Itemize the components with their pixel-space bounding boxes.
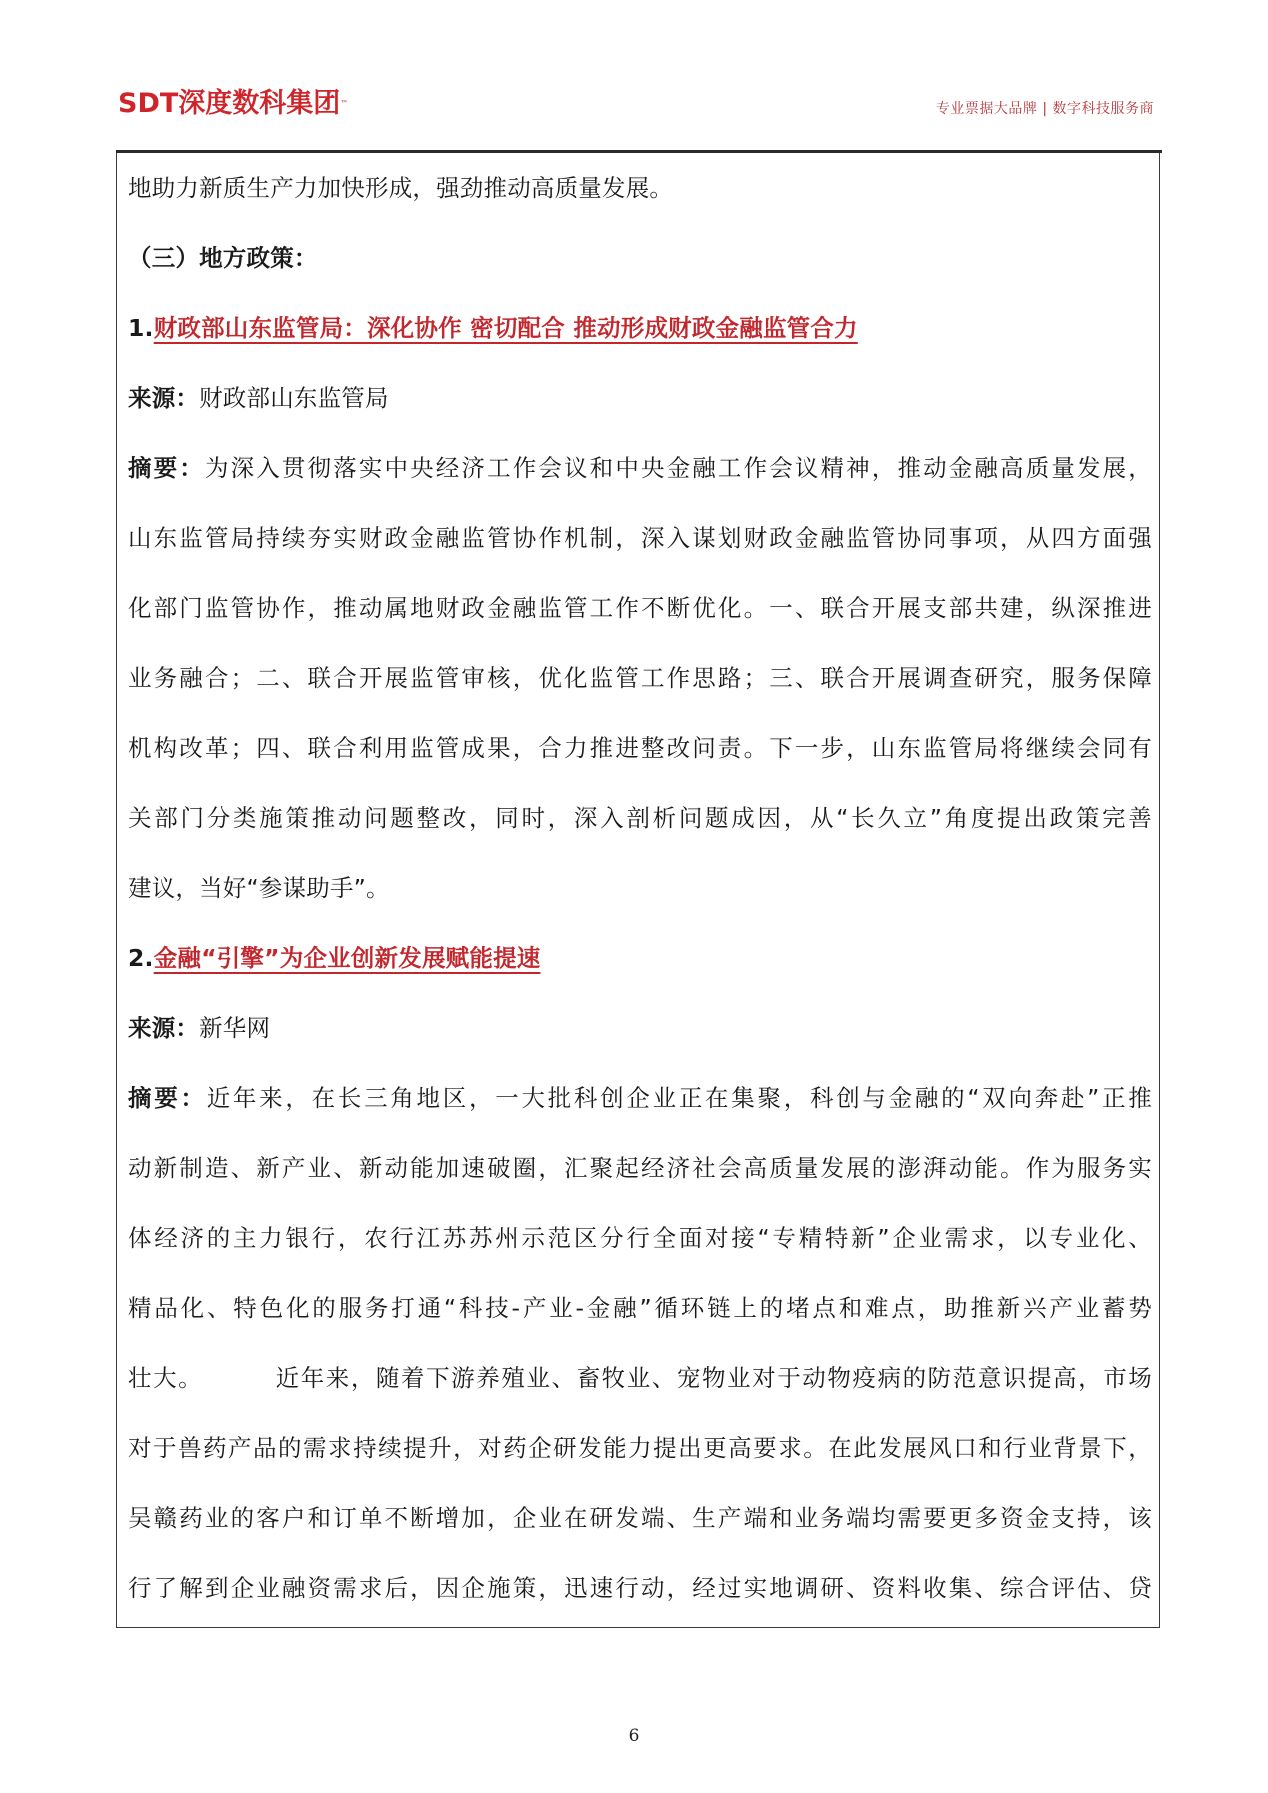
item2-number: 2. (128, 944, 154, 972)
paragraph-line: 机构改革；四、联合利用监管成果，合力推进整改问责。下一步，山东监管局将继续会同有 (128, 734, 1152, 762)
source-value: 财政部山东监管局 (199, 384, 389, 412)
paragraph-line: 体经济的主力银行，农行江苏苏州示范区分行全面对接“专精特新”企业需求，以专业化、 (128, 1224, 1152, 1252)
summary-text: 为深入贯彻落实中央经济工作会议和中央金融工作会议精神，推动金融高质量发展， (204, 454, 1152, 482)
paragraph-line: 山东监管局持续夯实财政金融监管协作机制，深入谋划财政金融监管协同事项，从四方面强 (128, 524, 1152, 552)
document-body (128, 153, 1152, 1623)
paragraph-line: 业务融合；二、联合开展监管审核，优化监管工作思路；三、联合开展调查研究，服务保障 (128, 664, 1152, 692)
paragraph-line: 地助力新质生产力加快形成，强劲推动高质量发展。 (128, 174, 674, 202)
item2-summary-line (128, 1063, 1152, 1133)
paragraph-line: 精品化、特色化的服务打通“科技-产业-金融”循环链上的堵点和难点，助推新兴产业蓄势 (128, 1294, 1152, 1322)
source-label: 来源： (128, 384, 200, 412)
page-header (0, 0, 1268, 155)
item2-source (128, 993, 1152, 1063)
section-heading: （三）地方政策： (128, 244, 318, 272)
page-number: 6 (628, 1726, 640, 1746)
paragraph-line: 吴赣药业的客户和订单不断增加，企业在研发端、生产端和业务端均需要更多资金支持，该 (128, 1504, 1152, 1532)
summary-label: 摘要： (128, 1084, 207, 1112)
item2-title-link[interactable]: 金融“引擎”为企业创新发展赋能提速 (153, 944, 541, 972)
item1-summary-line (128, 433, 1152, 503)
item1-source (128, 363, 1152, 433)
item1-heading (128, 293, 1152, 363)
summary-label: 摘要： (128, 454, 205, 482)
item2-heading (128, 923, 1152, 993)
paragraph-line: 对于兽药产品的需求持续提升，对药企研发能力提出更高要求。在此发展风口和行业背景下， (128, 1434, 1152, 1462)
source-label: 来源： (128, 1014, 200, 1042)
item1-number: 1. (128, 314, 154, 342)
paragraph-line: 动新制造、新产业、新动能加速破圈，汇聚起经济社会高质量发展的澎湃动能。作为服务实 (128, 1154, 1152, 1182)
paragraph-line: 建议，当好“参谋助手”。 (128, 874, 390, 902)
logo-text: SDT深度数科集团 (118, 88, 341, 119)
paragraph-line: 化部门监管协作，推动属地财政金融监管工作不断优化。一、联合开展支部共建，纵深推进 (128, 594, 1152, 622)
source-value: 新华网 (199, 1014, 271, 1042)
summary-text: 近年来，在长三角地区，一大批科创企业正在集聚，科创与金融的“双向奔赴”正推 (206, 1084, 1152, 1112)
paragraph-line: 行了解到企业融资需求后，因企施策，迅速行动，经过实地调研、资料收集、综合评估、贷 (128, 1574, 1152, 1602)
logo-trademark: ™ (340, 99, 349, 108)
header-tagline: 专业票据大品牌 | 数字科技服务商 (935, 101, 1154, 117)
company-logo (118, 88, 348, 120)
paragraph-line: 关部门分类施策推动问题整改，同时，深入剖析问题成因，从“长久立”角度提出政策完善 (128, 804, 1152, 832)
item1-title-link[interactable]: 财政部山东监管局：深化协作 密切配合 推动形成财政金融监管合力 (153, 314, 858, 342)
paragraph-line: 壮大。 近年来，随着下游养殖业、畜牧业、宠物业对于动物疫病的防范意识提高，市场 (128, 1364, 1152, 1392)
